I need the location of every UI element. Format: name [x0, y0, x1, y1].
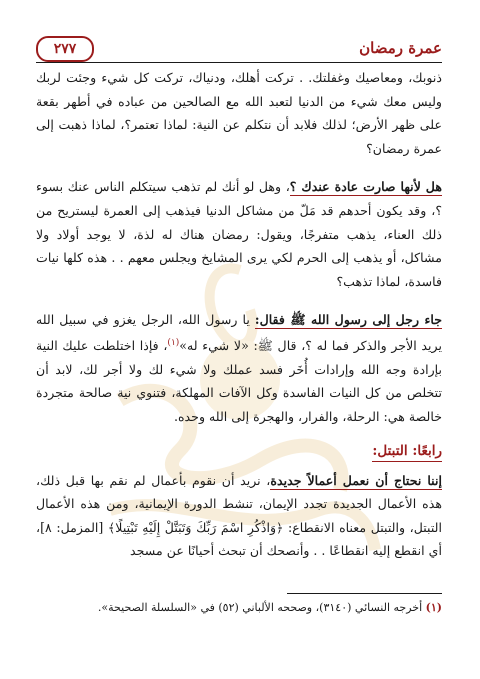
paragraph-4 [36, 469, 442, 563]
running-title: عمرة رمضان [359, 39, 442, 57]
paragraph-4-lead: إننا نحتاج أن نعمل أعمالاً جديدة [270, 472, 442, 488]
page-number-badge: ٢٧٧ [36, 36, 94, 62]
section-heading [36, 443, 442, 469]
footnote [36, 598, 442, 618]
footnote-number: (١) [425, 601, 442, 614]
footnote-reference: (١) [167, 337, 180, 348]
paragraph-3 [36, 308, 442, 428]
section-heading-text: رابعًا: التبتل: [372, 443, 442, 462]
body-text [36, 66, 442, 563]
footnote-text: أخرجه النسائي (٣١٤٠)، وصححه الألباني (٥٢) في «السلسلة الصحيحة». [97, 601, 423, 614]
page-header [36, 34, 442, 64]
paragraph-3-body-b: ، فإذا اختلطت عليك النية بإرادة وجه الله وإرادات أُخَر فسد عملك ولا شيء لك ولا أجر لك، لابد أن تتخلص من كل النيات الفاسدة وكل الآفات المهلكة، فتنوي نية صالحة متجردة خالصة هي: الرحلة، والفرار، والهجرة إلى الله وحده. [36, 338, 442, 424]
header-divider [36, 62, 442, 63]
paragraph-1: ذنوبك، ومعاصيك وغفلتك. . تركت أهلك، ودنياك، تركت كل شيء وجئت لربك وليس معك شيء من الدنيا لتعبد الله مع الصالحين من عباده في أطهر بقعة على ظهر الأرض؛ لذلك فلابد أن نتكلم عن النية: لماذا تعتمر؟، لماذا ذهبت إلى عمرة رمضان؟ [36, 70, 442, 156]
paragraph-2-lead: هل لأنها صارت عادة عندك ؟ [289, 179, 442, 195]
paragraph-2 [36, 175, 442, 293]
paragraph-4-body: ، نريد أن نقوم بأعمال لم نقم بها قبل ذلك، هذه الأعمال الجديدة تجدد الإيمان، تنشط الدورة الإيمانية، ومن هذه الأعمال التبتل، والتبتل معناه الانقطاع: ﴿وَاذْكُرِ اسْمَ رَبِّكَ وَتَبَتَّلْ إِلَيْهِ تَبْتِيلًا﴾ [المزمل: ٨]، أي انقطع إليه انقطاعًا . . وأنصحك أن تبحث أحيانًا عن مسجد [36, 472, 442, 559]
paragraph-3-body-a: يا رسول الله، الرجل يغزو في سبيل الله يريد الأجر والذكر فما له ؟، قال ﷺ: «لا شيء له» [36, 312, 442, 354]
paragraph-2-body: ، وهل لو أنك لم تذهب سيتكلم الناس عنك بسوء ؟، وقد يكون أحدهم قد مَلّ من مشاكل الدنيا فيذهب إلى العمرة ليستريح من ذلك العناء، يذهب متفرجًا، ويقول: رمضان هناك له لذة، لا يوجد أولاد ولا مشاكل، أو يذهب إلى الحرم لكي يرى المشايخ ويجلس معهم . . هذه كلها نيات فاسدة، لماذا تذهب؟ [36, 179, 442, 289]
paragraph-3-lead: جاء رجل إلى رسول الله ﷺ فقال: [254, 312, 442, 328]
footnote-divider [287, 593, 442, 594]
